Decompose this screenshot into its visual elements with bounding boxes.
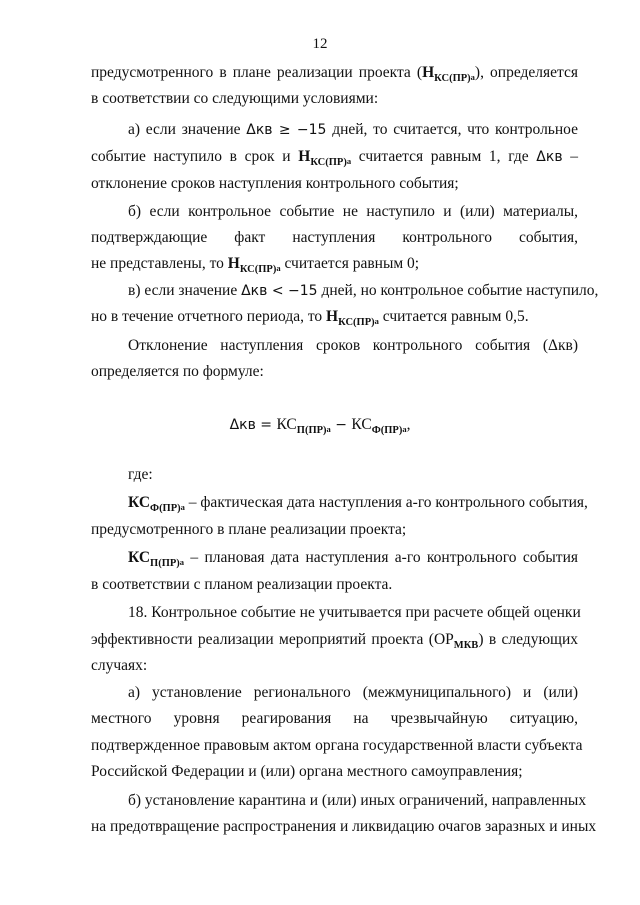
line-1: предусмотренного в плане реализации проекта $(Н_{КС(ПР)}а)$, определяется [91,64,578,84]
line-13: где: [128,466,153,483]
line-6: б) если контрольное событие не наступило и (или) материалы, [128,203,578,220]
line-11: Отклонение наступления сроков контрольного события (Δкв) [128,337,578,354]
page-number: 12 [312,36,328,52]
line-8: не представлены, то $Н_{КС(ПР)}а$ считается равным 0; [91,255,420,275]
line-10: но в течение отчетного периода, то $Н_{КС(ПР)}а$ считается равным 0,5. [91,308,529,328]
line-26: на предотвращение распространения и ликвидацию очагов заразных и иных [91,818,597,835]
line-2: в соответствии со следующими условиями: [91,90,379,107]
line-14: $КС_{Ф(ПР)}а$ – фактическая дата наступления а-го контрольного события, [128,494,588,514]
formula-deviation: $\Delta кв = КС_{П(ПР)}а - КС_{Ф(ПР)}а$, [229,416,411,436]
line-23: подтвержденное правовым актом органа государственной власти субъекта [91,737,583,754]
line-20: случаях: [91,657,148,674]
line-9: в) если значение Δкв < −15 дней, но контрольное событие наступило, [128,282,599,299]
line-24: Российской Федерации и (или) органа местного самоуправления; [91,763,523,780]
line-15: предусмотренного в плане реализации проекта; [91,521,407,538]
line-12: определяется по формуле: [91,363,264,380]
line-16: $КС_{П(ПР)}а$ – плановая дата наступления а-го контрольного события [128,549,578,569]
line-5: отклонение сроков наступления контрольного события; [91,175,459,192]
line-18: 18. Контрольное событие не учитывается при расчете общей оценки [128,604,581,621]
line-4: событие наступило в срок и $Н_{КС(ПР)}а$ считается равным 1, где Δкв – [91,148,579,168]
line-17: в соответствии с планом реализации проекта. [91,576,393,593]
line-7: подтверждающие факт наступления контрольного события, [91,229,578,246]
line-21: а) установление регионального (межмуниципального) и (или) [128,684,578,701]
line-22: местного уровня реагирования на чрезвычайную ситуацию, [91,710,578,727]
line-19: эффективности реализации мероприятий проекта $(ОР_{МКВ})$ в следующих [91,631,579,651]
line-25: б) установление карантина и (или) иных ограничений, направленных [128,792,587,809]
line-3: а) если значение Δкв ≥ −15 дней, то считается, что контрольное [128,121,578,138]
